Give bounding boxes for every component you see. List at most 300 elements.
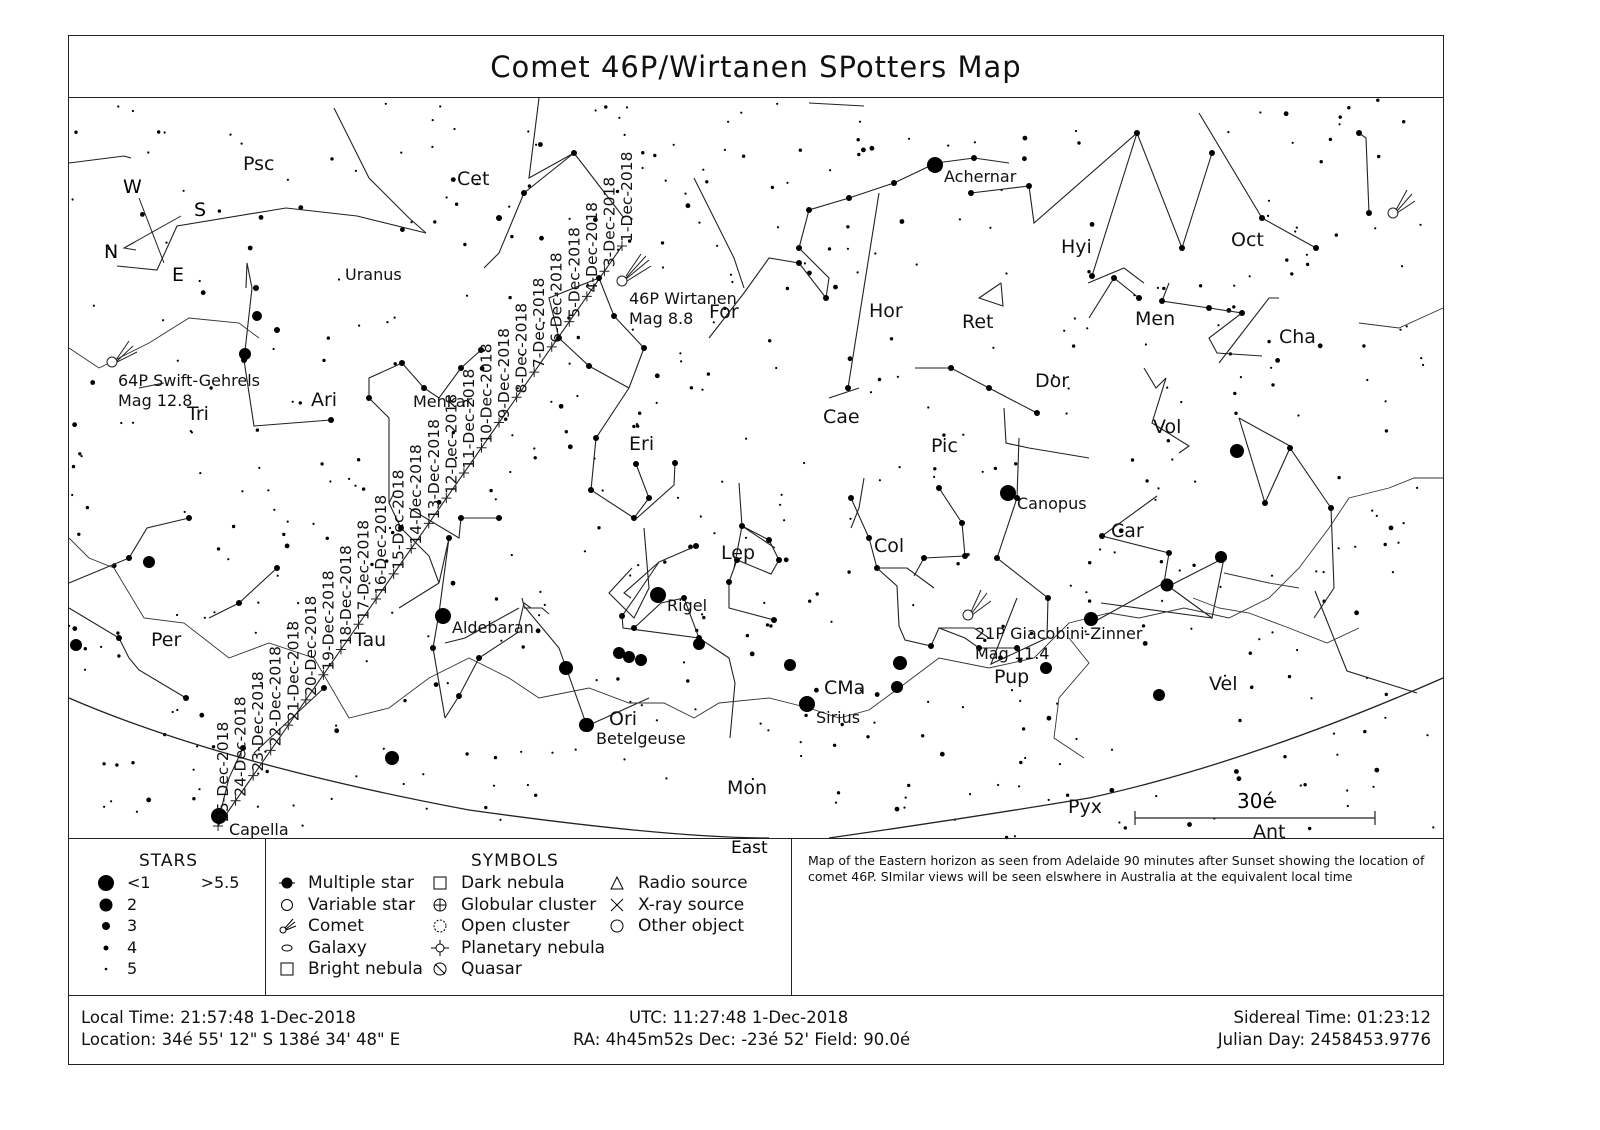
star xyxy=(796,245,802,251)
background-star xyxy=(1372,786,1374,788)
background-star xyxy=(394,317,396,319)
star xyxy=(633,461,639,467)
background-star xyxy=(1227,131,1229,133)
background-star xyxy=(495,597,498,600)
background-star xyxy=(1162,287,1165,290)
label-car: Car xyxy=(1111,520,1144,542)
legend-other-object: Other object xyxy=(606,916,744,936)
background-star xyxy=(783,519,785,521)
background-star xyxy=(873,722,875,724)
background-star xyxy=(383,748,385,750)
label-21p-name: 21P Giacobini-Zinner xyxy=(975,624,1143,643)
background-star xyxy=(1249,275,1251,277)
background-star xyxy=(1232,305,1235,308)
background-star xyxy=(833,285,838,290)
label-ant: Ant xyxy=(1253,821,1286,843)
background-star xyxy=(559,404,564,409)
background-star xyxy=(1075,738,1077,740)
background-star xyxy=(241,143,243,145)
legend-radio-source: Radio source xyxy=(606,873,748,893)
star-mag-3: 3 xyxy=(95,916,137,935)
background-star xyxy=(1160,560,1163,563)
background-star xyxy=(267,489,269,491)
background-star xyxy=(684,193,686,195)
background-star xyxy=(1166,387,1168,389)
background-star xyxy=(1018,785,1020,787)
background-star xyxy=(905,797,907,799)
star xyxy=(1099,533,1105,539)
background-star xyxy=(132,110,134,112)
background-star xyxy=(257,602,259,604)
background-star xyxy=(297,602,299,604)
background-star xyxy=(956,562,959,565)
label-46p-mag: Mag 8.8 xyxy=(629,309,694,328)
star xyxy=(696,635,702,641)
comet-track-date: 1-Dec-2018 xyxy=(618,151,636,242)
legend xyxy=(69,838,1443,996)
background-star xyxy=(422,773,424,775)
star xyxy=(968,190,974,196)
star xyxy=(796,260,802,266)
background-star xyxy=(1294,230,1296,232)
legend-dark-nebula: Dark nebula xyxy=(429,873,565,893)
background-star xyxy=(255,632,257,634)
background-star xyxy=(1385,693,1388,696)
background-star xyxy=(147,151,149,153)
background-star xyxy=(927,701,929,703)
background-star xyxy=(229,134,231,136)
background-star xyxy=(1399,329,1401,331)
background-star xyxy=(665,777,667,779)
background-star xyxy=(1403,522,1405,524)
ra-dec-field: RA: 4h45m52s Dec: -23é 52' Field: 90.0é xyxy=(573,1030,911,1049)
compass-west: W xyxy=(123,176,142,198)
background-star xyxy=(199,472,201,474)
background-star xyxy=(804,714,807,717)
star xyxy=(631,625,637,631)
background-star xyxy=(1290,272,1293,275)
background-star xyxy=(427,635,429,637)
background-star xyxy=(878,378,881,381)
background-star xyxy=(665,180,667,182)
background-star xyxy=(287,521,289,523)
background-star xyxy=(1131,458,1134,461)
star xyxy=(771,617,777,623)
background-star xyxy=(713,532,715,534)
star xyxy=(726,579,732,585)
background-star xyxy=(859,121,861,123)
star xyxy=(1239,310,1245,316)
background-star xyxy=(1338,123,1340,125)
background-star xyxy=(847,570,850,573)
background-star xyxy=(663,560,666,563)
star xyxy=(430,645,436,651)
background-star xyxy=(493,785,495,787)
background-star xyxy=(629,574,631,576)
open-cluster-icon xyxy=(429,918,451,934)
background-star xyxy=(117,654,120,657)
background-star xyxy=(1145,479,1148,482)
background-star xyxy=(642,167,644,169)
label-64p-name: 64P Swift-Gehrels xyxy=(118,371,260,390)
background-star xyxy=(1024,757,1026,759)
background-star xyxy=(1303,783,1306,786)
background-star xyxy=(287,179,289,181)
background-star xyxy=(927,406,929,408)
background-star xyxy=(1155,795,1157,797)
label-21p-mag: Mag 11.4 xyxy=(975,644,1050,663)
comet-64p-icon[interactable] xyxy=(107,341,137,367)
legend-galaxy: Galaxy xyxy=(276,938,367,958)
background-star xyxy=(120,422,122,424)
star xyxy=(776,557,782,563)
background-star xyxy=(656,402,658,404)
background-star xyxy=(1014,462,1017,465)
background-star xyxy=(835,802,837,804)
legend-bright-nebula: Bright nebula xyxy=(276,959,423,979)
background-star xyxy=(1339,115,1342,118)
background-star xyxy=(814,688,819,693)
background-star xyxy=(1323,571,1325,573)
background-star xyxy=(1258,638,1260,640)
background-star xyxy=(655,373,660,378)
background-star xyxy=(1335,233,1338,236)
background-star xyxy=(1118,821,1120,823)
background-star xyxy=(330,157,333,160)
background-star xyxy=(362,487,365,490)
background-star xyxy=(1271,631,1273,633)
quasar-icon xyxy=(429,961,451,977)
background-star xyxy=(217,547,220,550)
background-star xyxy=(1171,458,1173,460)
star xyxy=(1166,550,1172,556)
comet-track-date: 8-Dec-2018 xyxy=(512,302,531,394)
background-star xyxy=(779,504,781,506)
background-star xyxy=(1199,284,1202,287)
background-star xyxy=(595,109,597,111)
background-star xyxy=(81,455,83,457)
legend-globular-cluster: Globular cluster xyxy=(429,895,596,915)
background-star xyxy=(861,148,866,153)
background-star xyxy=(509,471,511,473)
background-star xyxy=(227,558,229,560)
background-star xyxy=(511,554,513,556)
background-star xyxy=(258,467,260,469)
label-hyi: Hyi xyxy=(1061,236,1092,258)
background-star xyxy=(241,490,243,492)
star xyxy=(1034,410,1040,416)
comet-track-date: 14-Dec-2018 xyxy=(407,444,426,545)
background-star xyxy=(184,511,186,513)
background-star xyxy=(683,661,685,663)
background-star xyxy=(1090,222,1095,227)
star xyxy=(1111,275,1117,281)
background-star xyxy=(1268,200,1270,202)
background-star xyxy=(293,804,295,806)
background-star xyxy=(1347,106,1350,109)
label-pyx: Pyx xyxy=(1068,796,1102,818)
star xyxy=(1209,150,1215,156)
background-star xyxy=(673,144,675,146)
background-star xyxy=(1145,343,1147,345)
background-star xyxy=(1376,99,1379,102)
background-star xyxy=(1267,215,1269,217)
background-star xyxy=(1086,327,1088,329)
multiple-star-icon xyxy=(276,875,298,891)
label-46p-name: 46P Wirtanen xyxy=(629,289,737,308)
background-star xyxy=(921,734,924,737)
background-star xyxy=(870,146,875,151)
comet-icon xyxy=(276,917,298,935)
background-star xyxy=(1014,835,1016,837)
star xyxy=(1356,130,1362,136)
background-star xyxy=(784,557,789,562)
background-star xyxy=(1283,755,1286,758)
background-star xyxy=(989,227,991,229)
background-star xyxy=(292,401,294,403)
background-star xyxy=(1270,367,1272,369)
background-star xyxy=(72,422,77,427)
background-star xyxy=(1310,697,1312,699)
background-star xyxy=(1157,287,1159,289)
background-star xyxy=(499,819,501,821)
label-eri: Eri xyxy=(629,433,655,455)
comet-track-date: 3-Dec-2018 xyxy=(600,176,619,268)
background-star xyxy=(1362,344,1365,347)
background-star xyxy=(803,462,805,464)
comet-track-date: 23-Dec-2018 xyxy=(249,671,268,772)
background-star xyxy=(833,744,836,747)
background-star xyxy=(1338,547,1340,549)
sky-map[interactable] xyxy=(69,98,1443,858)
background-star xyxy=(1180,401,1182,403)
background-star xyxy=(1143,641,1148,646)
background-star xyxy=(618,117,620,119)
background-star xyxy=(1267,340,1270,343)
label-psc: Psc xyxy=(243,153,275,175)
background-star xyxy=(637,564,639,566)
background-star xyxy=(596,679,598,681)
background-star xyxy=(355,775,357,777)
comet-21p-icon[interactable] xyxy=(963,590,991,620)
compass-south: S xyxy=(194,199,207,221)
background-star xyxy=(677,497,679,499)
background-star xyxy=(201,290,206,295)
background-star xyxy=(1354,546,1356,548)
background-star xyxy=(157,130,160,133)
star xyxy=(366,395,372,401)
background-star xyxy=(403,699,406,702)
comet-46p-icon[interactable] xyxy=(617,254,651,286)
background-star xyxy=(777,226,779,228)
background-star xyxy=(694,708,696,710)
background-star xyxy=(769,624,772,627)
star xyxy=(1159,298,1165,304)
background-star xyxy=(312,523,314,525)
comet-track-date: 9-Dec-2018 xyxy=(495,328,514,419)
background-star xyxy=(569,218,571,220)
background-star xyxy=(508,206,510,208)
legend-multiple-star: Multiple star xyxy=(276,873,414,893)
background-star xyxy=(800,755,802,757)
background-star xyxy=(1019,700,1021,702)
background-star xyxy=(273,348,275,350)
background-star xyxy=(641,704,643,706)
background-star xyxy=(992,347,994,349)
background-star xyxy=(1402,120,1405,123)
background-star xyxy=(1347,805,1349,807)
star xyxy=(1206,305,1212,311)
star xyxy=(846,195,852,201)
comet-track-date: 19-Dec-2018 xyxy=(319,570,338,671)
star xyxy=(806,207,812,213)
label-col: Col xyxy=(874,535,905,557)
background-star xyxy=(327,336,330,339)
background-star xyxy=(632,425,635,428)
background-star xyxy=(176,614,178,616)
background-star xyxy=(907,784,910,787)
comet-track-date: 4-Dec-2018 xyxy=(582,201,601,293)
background-star xyxy=(520,751,522,753)
background-star xyxy=(86,506,89,509)
star xyxy=(936,485,942,491)
background-star xyxy=(335,725,337,727)
background-star xyxy=(1234,412,1237,415)
background-star xyxy=(1420,357,1422,359)
comet-track-date: 12-Dec-2018 xyxy=(442,393,461,495)
background-star xyxy=(1296,649,1298,651)
background-star xyxy=(1111,749,1113,751)
background-star xyxy=(1259,111,1261,113)
label-per: Per xyxy=(151,629,182,651)
background-star xyxy=(686,203,691,208)
background-star xyxy=(624,134,626,136)
star-mag-1: <1 >5.5 xyxy=(95,873,239,892)
background-star xyxy=(102,762,105,765)
background-star xyxy=(1384,717,1386,719)
comet-labels xyxy=(118,289,1143,663)
label-ori: Ori xyxy=(609,708,638,730)
label-pup: Pup xyxy=(994,666,1030,688)
background-star xyxy=(132,422,134,424)
background-star xyxy=(1022,727,1025,730)
star xyxy=(399,360,405,366)
star xyxy=(619,613,625,619)
label-lep: Lep xyxy=(721,542,756,564)
label-dor: Dor xyxy=(1035,370,1070,392)
background-star xyxy=(916,263,918,265)
background-star xyxy=(1085,591,1087,593)
star xyxy=(1366,210,1372,216)
radio-source-icon xyxy=(606,875,628,891)
background-star xyxy=(623,758,625,760)
star xyxy=(823,295,829,301)
star xyxy=(1221,555,1227,561)
background-star xyxy=(731,281,733,283)
background-star xyxy=(90,380,95,385)
star xyxy=(421,385,427,391)
background-star xyxy=(1354,610,1359,615)
comet-track-date: 11-Dec-2018 xyxy=(459,368,478,469)
star xyxy=(948,365,954,371)
background-star xyxy=(933,476,935,478)
background-star xyxy=(1251,685,1253,687)
star xyxy=(921,555,927,561)
background-star xyxy=(334,728,339,733)
background-star xyxy=(763,602,765,604)
label-achernar: Achernar xyxy=(944,167,1017,186)
background-star xyxy=(568,444,573,449)
star xyxy=(126,555,132,561)
background-star xyxy=(1161,600,1163,602)
star xyxy=(739,523,745,529)
background-star xyxy=(577,336,580,339)
label-for: For xyxy=(709,301,739,323)
star xyxy=(328,417,334,423)
background-star xyxy=(870,391,872,393)
background-star xyxy=(760,723,762,725)
background-star xyxy=(259,215,264,220)
background-star xyxy=(256,428,259,431)
background-star xyxy=(1308,827,1311,830)
background-star xyxy=(494,756,497,759)
background-star xyxy=(947,145,949,147)
label-ret: Ret xyxy=(962,311,994,333)
star-mag-4: 4 xyxy=(95,938,137,957)
background-star xyxy=(974,141,976,143)
star xyxy=(971,155,977,161)
star xyxy=(631,515,637,521)
background-star xyxy=(700,515,702,517)
label-ari: Ari xyxy=(311,389,338,411)
background-star xyxy=(1179,569,1181,571)
background-star xyxy=(1320,160,1323,163)
background-star xyxy=(1337,476,1340,479)
label-tri: Tri xyxy=(187,403,209,425)
background-star xyxy=(527,130,529,132)
background-star xyxy=(746,634,749,637)
background-star xyxy=(1124,826,1127,829)
label-aldebaran: Aldebaran xyxy=(452,618,534,637)
star xyxy=(994,555,1000,561)
label-cma: CMa xyxy=(824,677,866,699)
map-frame xyxy=(68,35,1444,1065)
background-star xyxy=(539,591,541,593)
background-star xyxy=(829,169,831,171)
background-star xyxy=(912,604,914,606)
background-star xyxy=(1376,515,1378,517)
background-star xyxy=(191,431,193,433)
background-star xyxy=(165,242,167,244)
legend-planetary-nebula: Planetary nebula xyxy=(429,938,605,958)
background-star xyxy=(1233,285,1235,287)
background-star xyxy=(1300,784,1302,786)
background-star xyxy=(1363,730,1366,733)
background-star xyxy=(136,811,138,813)
label-betelgeuse: Betelgeuse xyxy=(596,729,686,748)
background-star xyxy=(565,430,568,433)
star xyxy=(1259,215,1265,221)
background-star xyxy=(1074,317,1076,319)
background-star xyxy=(679,352,681,354)
background-star xyxy=(890,337,893,340)
background-star xyxy=(257,773,259,775)
background-star xyxy=(116,631,119,634)
background-star xyxy=(1406,325,1408,327)
background-star xyxy=(1066,412,1068,414)
background-star xyxy=(1271,383,1274,386)
background-star xyxy=(933,467,936,470)
